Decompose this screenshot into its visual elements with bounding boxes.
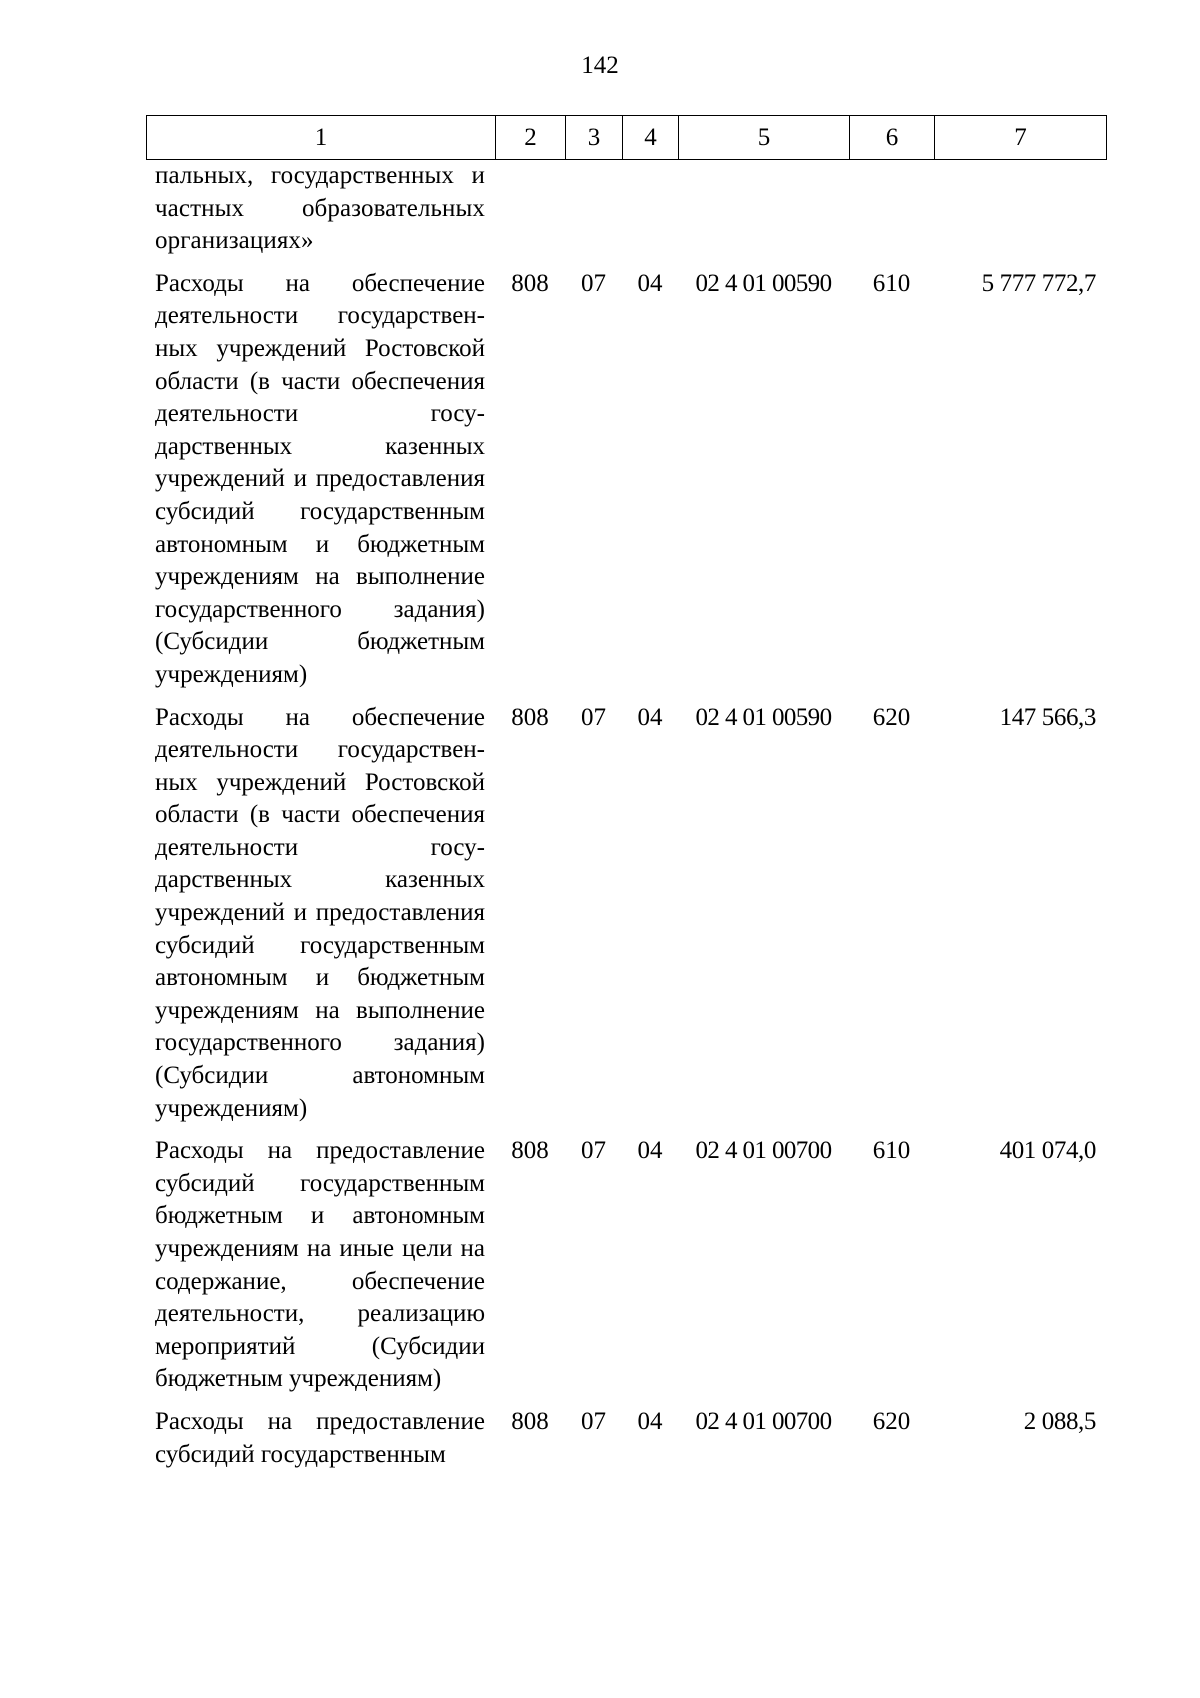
row-col-4: 04 [637,1137,663,1165]
row-col-2 [495,160,565,258]
column-header-1: 1 [147,116,496,160]
row-description: Расходы на обеспечение деятельности государственных учреждений Ростовской области (в части обеспечения деятельности государственных казенных учреждений и предоставления субсидий государственным автономным и бюджетным учреждениям на выполнение государственного задания) (Субсидии автономным учреждениям) [155,703,485,1122]
row-description: Расходы на предоставление субсидий государственным бюджетным и автономным учреждениям на иные цели на содержание, обеспечение деятельности, реализацию мероприятий (Субсидии бюджетным учреждениям) [155,1137,485,1393]
row-col-5 [678,160,849,258]
row-col-6: 610 [872,269,911,297]
column-header-7: 7 [935,116,1107,160]
row-col-3: 07 [581,1137,606,1165]
row-col-6: 620 [872,1407,911,1435]
row-amount: 147 566,3 [999,703,1096,731]
row-amount: 2 088,5 [1023,1407,1096,1435]
row-col-4: 04 [637,703,663,731]
row-col-3 [565,160,622,258]
row-col-3: 07 [581,1407,606,1435]
row-col-5: 02 4 01 00700 [695,1407,832,1435]
column-header-table [146,115,1107,160]
row-col-2: 808 [511,703,549,731]
page-number: 142 [581,52,619,79]
row-col-6: 620 [872,703,911,731]
column-header-5: 5 [679,116,850,160]
row-col-2: 808 [511,269,549,297]
row-col-2: 808 [511,1407,549,1435]
row-description: пальных, государственных и частных образовательных организациях» [155,162,485,255]
row-amount [934,160,1106,258]
row-col-5: 02 4 01 00700 [695,1137,832,1165]
row-col-3: 07 [581,703,606,731]
row-description: Расходы на обеспечение деятельности государственных учреждений Ростовской области (в части обеспечения деятельности государственных казенных учреждений и предоставления субсидий государственным автономным и бюджетным учреждениям на выполнение государственного задания) (Субсидии бюджетным учреждениям) [155,269,485,688]
row-col-6: 610 [872,1137,911,1165]
table-row [146,258,1106,692]
row-col-4 [622,160,678,258]
table-row [146,160,1106,258]
column-header-4: 4 [623,116,679,160]
row-col-2: 808 [511,1137,549,1165]
column-header-row [147,116,1107,160]
row-col-3: 07 [581,269,606,297]
column-header-6: 6 [850,116,935,160]
row-description: Расходы на предоставление субсидий государственным [155,1407,485,1468]
table-row [146,1396,1106,1471]
row-amount: 5 777 772,7 [981,269,1096,297]
row-amount: 401 074,0 [999,1137,1096,1165]
table-row [146,692,1106,1126]
row-col-5: 02 4 01 00590 [695,703,832,731]
column-header-2: 2 [496,116,566,160]
row-col-4: 04 [637,1407,663,1435]
row-col-6 [849,160,934,258]
table-row [146,1125,1106,1396]
row-col-5: 02 4 01 00590 [695,269,832,297]
column-header-3: 3 [566,116,623,160]
row-col-4: 04 [637,269,663,297]
budget-table-body [146,160,1106,1471]
